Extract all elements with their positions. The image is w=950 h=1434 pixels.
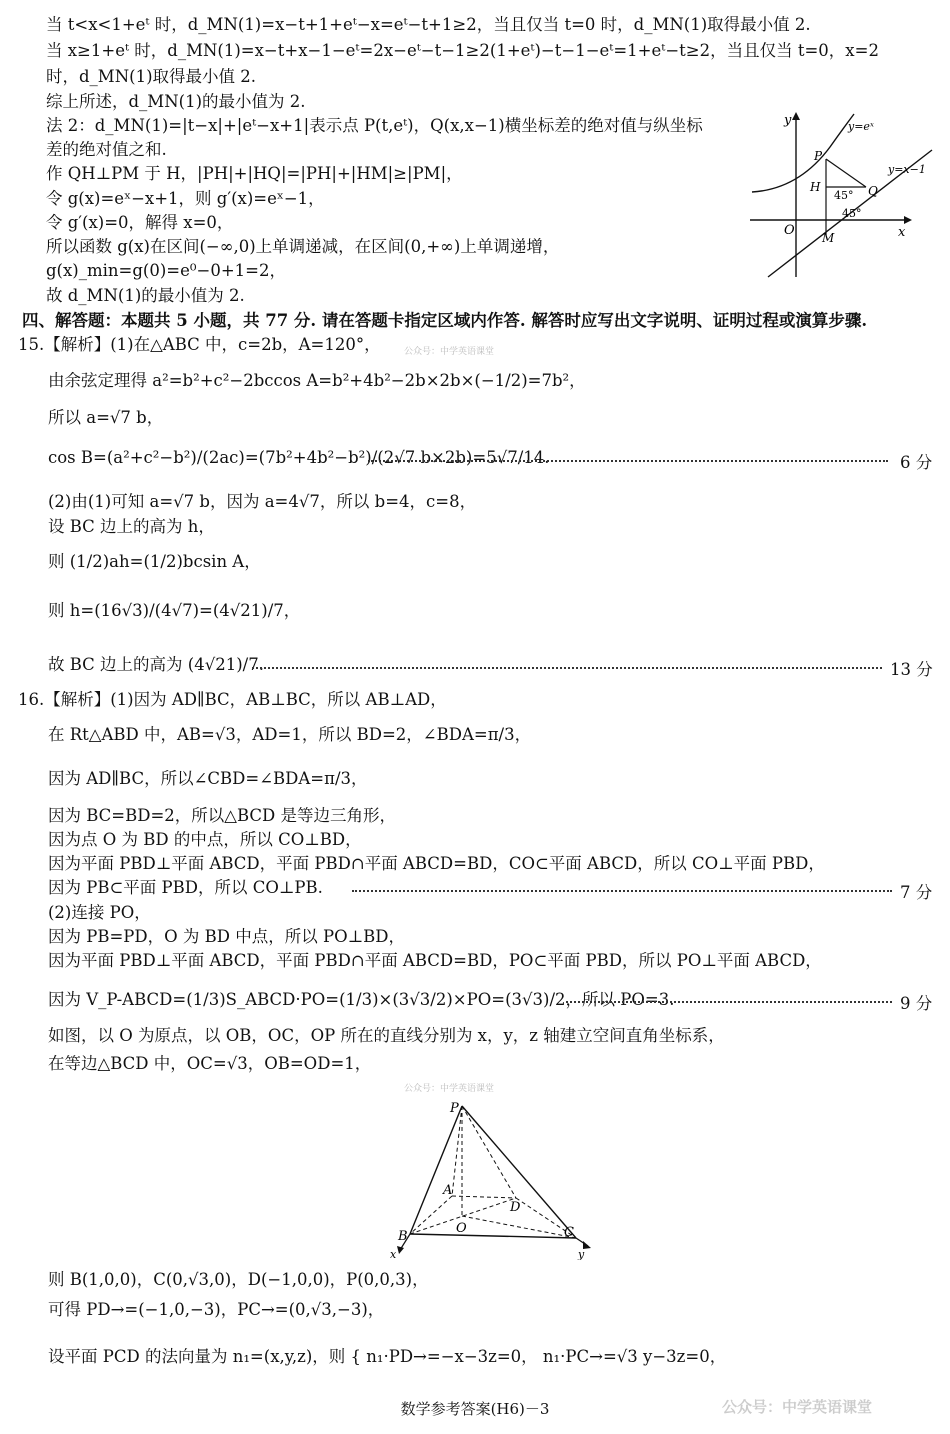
- segment-pq: [826, 159, 866, 187]
- text-line: 令 g(x)=eˣ−x+1，则 g′(x)=eˣ−1，: [46, 189, 325, 208]
- text-line: (2)由(1)可知 a=√7 b，因为 a=4√7，所以 b=4，c=8，: [48, 492, 477, 511]
- watermark-text: 公众号：中学英语课堂: [404, 1084, 495, 1094]
- pyramid-label-d: D: [510, 1200, 521, 1215]
- text-line: 当 x≥1+eᵗ 时，d_MN(1)=x−t+x−1−eᵗ=2x−eᵗ−t−1≥2(1+eᵗ)−t−1−eᵗ=1+eᵗ−t≥2，当且仅当 t=0，x=2: [46, 41, 879, 60]
- y-axis-arrow: [792, 112, 800, 120]
- text-line: 设 BC 边上的高为 h，: [48, 517, 215, 536]
- text-line: 因为 V_P-ABCD=(1/3)S_ABCD·PO=(1/3)×(3√3/2)×PO=(3√3)/2，所以 PO=3.: [48, 990, 675, 1009]
- pyramid-label-x: x: [390, 1248, 397, 1260]
- text-line: 则 B(1,0,0)，C(0,√3,0)，D(−1,0,0)，P(0,0,3)，: [48, 1270, 429, 1289]
- text-line: 则 (1/2)ah=(1/2)bcsin A，: [48, 552, 261, 571]
- edge-pb: [410, 1106, 462, 1234]
- text-line: 因为平面 PBD⊥平面 ABCD，平面 PBD∩平面 ABCD=BD，CO⊂平面 ABCD，所以 CO⊥平面 PBD，: [48, 854, 825, 873]
- text-line: 如图，以 O 为原点，以 OB，OC，OP 所在的直线分别为 x，y，z 轴建立空间直角坐标系，: [48, 1026, 725, 1045]
- text-line: 当 t<x<1+eᵗ 时，d_MN(1)=x−t+1+eᵗ−x=eᵗ−t+1≥2，当且仅当 t=0 时，d_MN(1)取得最小值 2.: [46, 15, 811, 34]
- text-line: 故 BC 边上的高为 (4√21)/7.: [48, 655, 264, 674]
- edge-pc: [462, 1106, 576, 1238]
- text-line: 在 Rt△ABD 中，AB=√3，AD=1，所以 BD=2，∠BDA=π/3，: [48, 725, 532, 744]
- text-line: g(x)_min=g(0)=e⁰−0+1=2，: [46, 261, 286, 280]
- text-line: 因为 BC=BD=2，所以△BCD 是等边三角形，: [48, 806, 397, 825]
- graph-label-h: H: [810, 180, 821, 194]
- text-line: 因为平面 PBD⊥平面 ABCD，平面 PBD∩平面 ABCD=BD，PO⊂平面 PBD，所以 PO⊥平面 ABCD，: [48, 951, 822, 970]
- dot-leader: [368, 460, 888, 462]
- graph-label-angle-lower: 45°: [842, 207, 862, 220]
- text-line: 时，d_MN(1)取得最小值 2.: [46, 67, 257, 86]
- graph-label-curve: y=eˣ: [848, 120, 874, 133]
- text-line: cos B=(a²+c²−b²)/(2ac)=(7b²+4b²−b²)/(2√7 b×2b)=5√7/14.: [48, 448, 550, 467]
- edge-pd: [462, 1106, 516, 1198]
- text-line: 故 d_MN(1)的最小值为 2.: [46, 286, 245, 305]
- graph-label-q: Q: [868, 184, 878, 198]
- score-6: 6 分: [900, 453, 933, 472]
- score-9: 9 分: [900, 994, 933, 1013]
- x-axis-arrow: [904, 216, 912, 224]
- text-line: 因为点 O 为 BD 的中点，所以 CO⊥BD，: [48, 830, 362, 849]
- text-line: 所以 a=√7 b，: [48, 408, 164, 427]
- graph-label-origin: O: [784, 223, 795, 238]
- dot-leader: [252, 667, 882, 669]
- dot-leader: [566, 1001, 892, 1003]
- edge-ab: [410, 1196, 452, 1234]
- text-line: (2)连接 PO，: [48, 903, 151, 922]
- text-line: 作 QH⊥PM 于 H，|PH|+|HQ|=|PH|+|HM|≥|PM|，: [46, 164, 463, 183]
- exp-curve: [752, 114, 854, 192]
- score-7: 7 分: [900, 883, 933, 902]
- footer-watermark: 公众号：中学英语课堂: [722, 1398, 873, 1416]
- dot-leader: [352, 890, 892, 892]
- graph-label-y: y: [784, 113, 792, 128]
- pyramid-label-y: y: [578, 1248, 585, 1260]
- text-line: 法 2：d_MN(1)=|t−x|+|eᵗ−x+1|表示点 P(t,eᵗ)，Q(x,x−1)横坐标差的绝对值与纵坐标: [46, 116, 703, 135]
- edge-bc: [410, 1234, 576, 1238]
- text-line: 所以函数 g(x)在区间(−∞,0)上单调递减，在区间(0,+∞)上单调递增，: [46, 237, 560, 256]
- graph-label-x: x: [898, 225, 906, 240]
- graph-label-line: y=x−1: [888, 163, 926, 176]
- x-axis-arrow: [397, 1246, 404, 1254]
- pyramid-label-a: A: [443, 1183, 453, 1198]
- text-line: 因为 PB⊂平面 PBD，所以 CO⊥PB.: [48, 878, 323, 897]
- score-13: 13 分: [890, 660, 933, 679]
- pyramid-label-p: P: [450, 1101, 459, 1116]
- graph-label-m: M: [822, 231, 835, 245]
- watermark-text: 公众号：中学英语课堂: [404, 347, 495, 357]
- text-line: 在等边△BCD 中，OC=√3，OB=OD=1，: [48, 1054, 372, 1073]
- graph-label-angle-upper: 45°: [834, 189, 854, 202]
- text-line: 设平面 PCD 的法向量为 n₁=(x,y,z)，则 { n₁·PD→=−x−3z=0， n₁·PC→=√3 y−3z=0，: [48, 1347, 727, 1366]
- question-16-heading: 16.【解析】(1)因为 AD∥BC，AB⊥BC，所以 AB⊥AD，: [18, 690, 447, 709]
- exp-graph-figure: [750, 112, 940, 282]
- text-line: 可得 PD→=(−1,0,−3)，PC→=(0,√3,−3)，: [48, 1300, 385, 1319]
- pyramid-label-b: B: [398, 1229, 408, 1244]
- question-15-heading: 15.【解析】(1)在△ABC 中，c=2b，A=120°，: [18, 335, 381, 354]
- pyramid-label-o: O: [456, 1221, 467, 1236]
- pyramid-label-c: C: [564, 1225, 574, 1240]
- page-footer: 数学参考答案(H6)－3: [400, 1400, 550, 1418]
- pyramid-figure: [380, 1090, 600, 1260]
- section-heading: 四、解答题：本题共 5 小题，共 77 分. 请在答题卡指定区域内作答. 解答时应写出文字说明、证明过程或演算步骤.: [22, 311, 868, 330]
- text-line: 由余弦定理得 a²=b²+c²−2bccos A=b²+4b²−2b×2b×(−1/2)=7b²，: [48, 371, 586, 390]
- text-line: 令 g′(x)=0，解得 x=0，: [46, 213, 234, 232]
- text-line: 因为 AD∥BC，所以∠CBD=∠BDA=π/3，: [48, 769, 368, 788]
- text-line: 则 h=(16√3)/(4√7)=(4√21)/7，: [48, 601, 301, 620]
- text-line: 差的绝对值之和.: [46, 140, 167, 159]
- graph-label-p: P: [814, 149, 823, 163]
- text-line: 综上所述，d_MN(1)的最小值为 2.: [46, 92, 306, 111]
- text-line: 因为 PB=PD，O 为 BD 中点，所以 PO⊥BD，: [48, 927, 405, 946]
